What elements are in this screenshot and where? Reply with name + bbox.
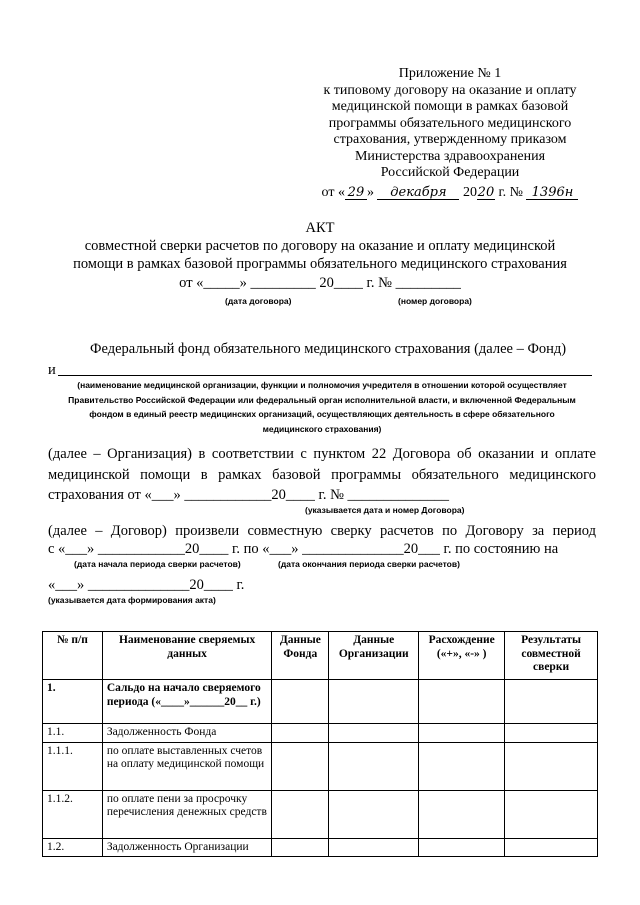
appendix-line: Приложение № 1: [398, 66, 502, 81]
appendix-date-line: [300, 185, 600, 202]
appendix-line: Министерства здравоохранения: [354, 148, 546, 164]
handwritten-year: 20: [477, 184, 495, 200]
org-caption: [44, 378, 600, 436]
row-num: 1.1.2.: [43, 790, 103, 838]
cell-diff: [419, 790, 505, 838]
org-name-line: [58, 375, 592, 376]
appendix-line: программы обязательного медицинского: [328, 115, 572, 131]
appendix-line: к типовому договору на оказание и оплату: [323, 82, 577, 98]
and-label: и: [48, 362, 56, 378]
header-result: Результаты совместной сверки: [505, 632, 598, 680]
number-prefix: г. №: [498, 184, 523, 200]
fund-line: Федеральный фонд обязательного медицинского страхования (далее – Фонд): [90, 341, 567, 357]
p1-caption: (указывается дата и номер Договора): [305, 505, 465, 515]
cell-diff: [419, 724, 505, 743]
org-caption-line: Правительство Российской Федерации или федеральный орган исполнительной власти, и включенной Федеральным: [68, 394, 576, 405]
act-title: АКТ: [305, 220, 335, 236]
date-mid: »: [366, 184, 374, 200]
cell-diff: [419, 680, 505, 724]
appendix-line: медицинской помощи в рамках базовой: [331, 99, 569, 114]
table-row: [43, 680, 598, 724]
cell-org: [329, 724, 419, 743]
row-num: 1.1.: [43, 724, 103, 743]
p2-line2: с «___» ____________20____ г. по «___» ______________20___ г. по состоянию на: [48, 541, 559, 557]
p2-line1: (далее – Договор) произвели совместную сверку расчетов по Договору за период: [48, 523, 596, 539]
handwritten-number: 1396н: [526, 186, 578, 200]
row-name: по оплате выставленных счетов на оплату медицинской помощи: [102, 742, 272, 790]
cell-org: [329, 838, 419, 857]
cell-fund: [272, 724, 329, 743]
cell-fund: [272, 790, 329, 838]
p1-line2: медицинской помощи в рамках базовой программы обязательного медицинского: [48, 467, 596, 483]
table-row: [43, 742, 598, 790]
date-prefix: от «: [321, 184, 345, 200]
row-name: Задолженность Организации: [102, 838, 272, 857]
cell-result: [505, 680, 598, 724]
cell-fund: [272, 838, 329, 857]
appendix-line: страхования, утвержденному приказом: [333, 132, 567, 147]
table-row: [43, 790, 598, 838]
handwritten-day: 29: [345, 186, 367, 200]
row-name: Сальдо на начало сверяемого периода («____»______20__ г.): [102, 680, 272, 724]
cell-result: [505, 724, 598, 743]
org-caption-line: фондом в единый реестр медицинских организаций, осуществляющих деятельность в сфере обязательного: [89, 409, 555, 419]
p2-caption-end: (дата окончания периода сверки расчетов): [278, 559, 460, 569]
act-number-caption: (номер договора): [398, 296, 472, 306]
cell-diff: [419, 838, 505, 857]
p2-caption-start: (дата начала периода сверки расчетов): [74, 559, 241, 569]
table-row: [43, 838, 598, 857]
cell-fund: [272, 742, 329, 790]
row-num: 1.1.1.: [43, 742, 103, 790]
cell-org: [329, 680, 419, 724]
org-caption-line: (наименование медицинской организации, функции и полномочия учредителя в отношении которой осуществляет: [77, 380, 567, 390]
act-subtitle-2: помощи в рамках базовой программы обязательного медицинского страхования: [73, 256, 567, 272]
act-date-line: от «_____» _________ 20____ г. № _________: [179, 275, 461, 291]
table-row: [43, 724, 598, 743]
header-org: Данные Организации: [329, 632, 419, 680]
cell-result: [505, 790, 598, 838]
p1-line3: страхования от «___» ____________20____ г. № ______________: [48, 487, 450, 503]
header-name: Наименование сверяемых данных: [102, 632, 272, 680]
p1-line1: (далее – Организация) в соответствии с пунктом 22 Договора об оказании и оплате: [48, 446, 596, 462]
table-header-row: [43, 632, 598, 680]
row-name: Задолженность Фонда: [102, 724, 272, 743]
act-subtitle-1: совместной сверки расчетов по договору на оказание и оплату медицинской: [84, 238, 556, 254]
header-num: № п/п: [43, 632, 103, 680]
act-date-caption: (дата договора): [225, 296, 292, 306]
handwritten-month: декабря: [377, 186, 459, 200]
row-num: 1.: [43, 680, 103, 724]
cell-diff: [419, 742, 505, 790]
row-num: 1.2.: [43, 838, 103, 857]
cell-org: [329, 742, 419, 790]
appendix-header: [300, 66, 600, 201]
cell-result: [505, 838, 598, 857]
appendix-line: Российской Федерации: [380, 165, 520, 180]
header-fund: Данные Фонда: [272, 632, 329, 680]
p3-line: «___» ______________20____ г.: [48, 577, 245, 593]
cell-fund: [272, 680, 329, 724]
reconciliation-table: [42, 631, 598, 857]
header-diff: Расхождение («+», «-» ): [419, 632, 505, 680]
year-prefix: 20: [462, 184, 477, 200]
cell-result: [505, 742, 598, 790]
p3-caption: (указывается дата формирования акта): [48, 595, 216, 605]
org-caption-line: медицинского страхования): [262, 423, 382, 434]
row-name: по оплате пени за просрочку перечисления денежных средств: [102, 790, 272, 838]
cell-org: [329, 790, 419, 838]
